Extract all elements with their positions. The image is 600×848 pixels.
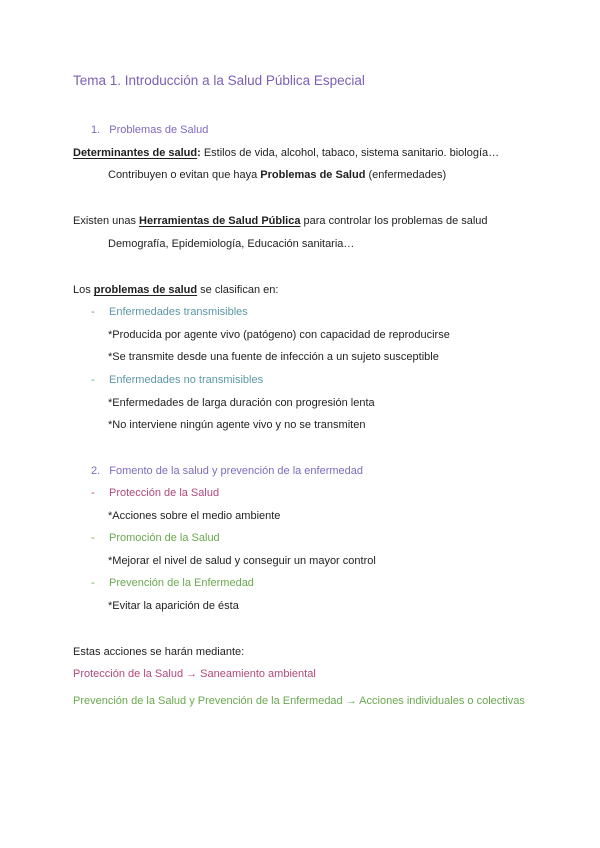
- bullet-dash: -: [91, 532, 95, 544]
- bullet-dash: -: [91, 374, 95, 386]
- acciones-line-1: Protección de la Salud → Saneamiento ambiental: [73, 668, 316, 680]
- contribuyen-line: [108, 168, 446, 182]
- list-item-no-transmisibles: [91, 373, 263, 387]
- section-2-number: 2.: [91, 465, 101, 477]
- acciones-line-2: Prevención de la Salud y Prevención de la Enfermedad → Acciones individuales o colectivas: [73, 695, 525, 707]
- determinantes-text: Estilos de vida, alcohol, tabaco, sistema sanitario. biología…: [200, 147, 500, 159]
- herramientas-list: Demografía, Epidemiología, Educación sanitaria…: [108, 238, 355, 250]
- bullet-dash: -: [91, 306, 95, 318]
- determinantes-colon: :: [197, 147, 201, 159]
- prevencion-label: Prevención de la Enfermedad: [109, 577, 254, 589]
- clasifican-bold: problemas de salud: [93, 284, 198, 296]
- herramientas-bold: Herramientas de Salud Pública: [139, 215, 301, 227]
- clasifican-post: se clasifican en:: [197, 284, 279, 296]
- clasifican-line: [73, 283, 278, 297]
- transmisibles-desc-2: *Se transmite desde una fuente de infección a un sujeto susceptible: [108, 351, 439, 363]
- prevencion-desc: *Evitar la aparición de ésta: [108, 600, 239, 612]
- proteccion-desc: *Acciones sobre el medio ambiente: [108, 510, 281, 522]
- section-1-title: Problemas de Salud: [109, 124, 209, 136]
- contribuyen-pre: Contribuyen o evitan que haya: [108, 169, 261, 181]
- section-2-title: Fomento de la salud y prevención de la enfermedad: [109, 465, 364, 477]
- acciones-intro: Estas acciones se harán mediante:: [73, 646, 245, 658]
- promocion-desc: *Mejorar el nivel de salud y conseguir un mayor control: [108, 555, 376, 567]
- promocion-label: Promoción de la Salud: [109, 532, 220, 544]
- no-transmisibles-desc-2: *No interviene ningún agente vivo y no se transmiten: [108, 419, 366, 431]
- list-item-prevencion: [91, 576, 254, 590]
- herramientas-line: [73, 214, 488, 228]
- determinantes-line: [73, 146, 499, 160]
- herramientas-post: para controlar los problemas de salud: [300, 215, 488, 227]
- bullet-dash: -: [91, 577, 95, 589]
- transmisibles-label: Enfermedades transmisibles: [109, 306, 248, 318]
- no-transmisibles-desc-1: *Enfermedades de larga duración con progresión lenta: [108, 397, 375, 409]
- list-item-proteccion: [91, 486, 219, 500]
- section-2-heading: [91, 464, 363, 478]
- list-item-promocion: [91, 531, 220, 545]
- section-1-number: 1.: [91, 124, 101, 136]
- contribuyen-post: (enfermedades): [365, 169, 447, 181]
- transmisibles-desc-1: *Producida por agente vivo (patógeno) con capacidad de reproducirse: [108, 329, 450, 341]
- contribuyen-bold: Problemas de Salud: [260, 169, 366, 181]
- page-title: Tema 1. Introducción a la Salud Pública Especial: [73, 73, 365, 88]
- proteccion-label: Protección de la Salud: [109, 487, 220, 499]
- list-item-transmisibles: [91, 305, 248, 319]
- no-transmisibles-label: Enfermedades no transmisibles: [109, 374, 264, 386]
- bullet-dash: -: [91, 487, 95, 499]
- determinantes-label: Determinantes de salud: [73, 147, 198, 159]
- herramientas-pre: Existen unas: [73, 215, 140, 227]
- clasifican-pre: Los: [73, 284, 94, 296]
- section-1-heading: [91, 123, 208, 137]
